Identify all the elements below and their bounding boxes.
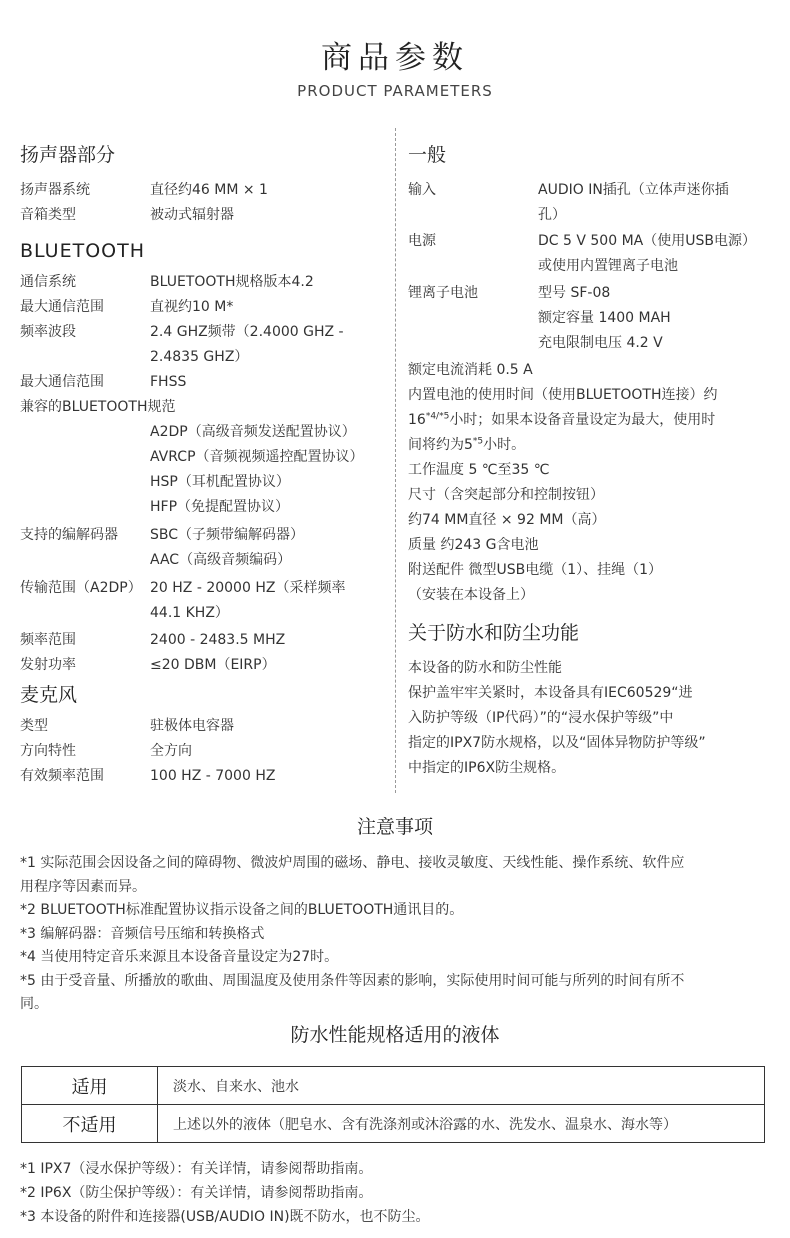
spec-value: 被动式辐射器: [150, 207, 234, 223]
note-line: *5 由于受音量、所播放的歌曲、周围温度及使用条件等因素的影响，实际使用时间可能与所列的时间有所不: [20, 972, 685, 989]
page-title: 商品参数: [321, 40, 469, 76]
spec-row: [20, 320, 390, 370]
spec-value-line: DC 5 V 500 MA（使用USB电源）: [538, 233, 756, 249]
battery-life-text: 小时；如果本设备音量设定为最大，使用时: [449, 412, 716, 428]
spec-row: [20, 270, 390, 295]
spec-row: [20, 370, 390, 395]
spec-value: 全方向: [150, 743, 192, 759]
note-line: *4 当使用特定音乐来源且本设备音量设定为27时。: [20, 949, 339, 965]
accessories-line: （安装在本设备上）: [408, 587, 534, 603]
general-heading: 一般: [408, 144, 447, 166]
spec-key-empty: [20, 420, 150, 520]
spec-key: 发射功率: [20, 657, 76, 673]
spec-value-line: 额定容量 1400 MAH: [538, 310, 671, 326]
footnote-ref: *4/*5: [425, 411, 450, 422]
note-line: *3 编解码器：音频信号压缩和转换格式: [20, 925, 265, 942]
spec-value-line: 型号 SF-08: [538, 285, 611, 301]
spec-key: 支持的编解码器: [20, 527, 118, 543]
spec-value: BLUETOOTH规格版本4.2: [150, 274, 314, 290]
spec-value-line: 44.1 KHZ）: [150, 605, 229, 621]
footnote-line: *2 IP6X（防尘保护等级）：有关详情，请参阅帮助指南。: [20, 1185, 373, 1201]
spec-value: [538, 281, 770, 356]
battery-life-text: 小时。: [483, 437, 526, 453]
size-label: 尺寸（含突起部分和控制按钮）: [408, 487, 604, 503]
mic-heading: 麦克风: [20, 684, 78, 706]
spec-value-line: 孔）: [538, 207, 566, 223]
water-text-line: 中指定的IP6X防尘规格。: [408, 760, 566, 776]
profile-item: HFP（免提配置协议）: [150, 499, 290, 515]
page-header: [0, 38, 790, 100]
footnote-line: *3 本设备的附件和连接器(USB/AUDIO IN)既不防水，也不防尘。: [20, 1209, 430, 1225]
left-column: [20, 140, 390, 789]
spec-value: ≤20 DBM（EIRP）: [150, 657, 276, 673]
spec-row: [20, 178, 390, 203]
spec-key: 方向特性: [20, 743, 76, 759]
spec-value-line: 2.4 GHZ频带（2.4000 GHZ -: [150, 324, 344, 340]
note-line: 用程序等因素而异。: [20, 878, 146, 895]
profile-item: AVRCP（音频视频遥控配置协议）: [150, 449, 364, 465]
spec-value-line: 或使用内置锂离子电池: [538, 258, 678, 274]
battery-life-line: [408, 433, 770, 458]
spec-row: [20, 295, 390, 320]
spec-value: [150, 576, 390, 626]
spec-key: 扬声器系统: [20, 182, 90, 198]
spec-value: [538, 229, 770, 279]
spec-row: [20, 739, 390, 764]
table-row: [22, 1105, 765, 1143]
spec-value: FHSS: [150, 374, 187, 390]
spec-value: [150, 320, 390, 370]
spec-value: 100 HZ - 7000 HZ: [150, 768, 276, 784]
spec-key: 通信系统: [20, 274, 76, 290]
fluids-title: 防水性能规格适用的液体: [290, 1024, 500, 1046]
spec-row: [20, 420, 390, 520]
spec-row: [20, 628, 390, 653]
spec-key: 频率波段: [20, 324, 76, 340]
spec-key: 类型: [20, 718, 48, 734]
spec-key: 锂离子电池: [408, 285, 478, 301]
spec-value: [538, 178, 770, 228]
codec-item: SBC（子频带编解码器）: [150, 527, 305, 543]
footnote-ref: *5: [472, 436, 484, 447]
spec-key: 最大通信范围: [20, 374, 104, 390]
water-text-line: 本设备的防水和防尘性能: [408, 660, 562, 676]
not-applicable-label: 不适用: [22, 1105, 158, 1143]
spec-row: [408, 229, 770, 279]
water-heading: 关于防水和防尘功能: [408, 622, 580, 644]
current-consumption: 额定电流消耗 0.5 A: [408, 362, 533, 378]
spec-value: 直径约46 MM × 1: [150, 182, 268, 198]
spec-value: [150, 420, 390, 520]
size-value: 约74 MM直径 × 92 MM（高）: [408, 512, 606, 528]
note-line: *2 BLUETOOTH标准配置协议指示设备之间的BLUETOOTH通讯目的。: [20, 902, 464, 918]
page-subtitle: PRODUCT PARAMETERS: [297, 82, 493, 100]
profile-item: HSP（耳机配置协议）: [150, 474, 290, 490]
spec-key: 电源: [408, 233, 436, 249]
spec-key: 有效频率范围: [20, 768, 104, 784]
table-row: [22, 1067, 765, 1105]
not-applicable-value: 上述以外的液体（肥皂水、含有洗涤剂或沐浴露的水、洗发水、温泉水、海水等）: [158, 1105, 765, 1143]
spec-key: 最大通信范围: [20, 299, 104, 315]
fluids-table: [21, 1066, 765, 1143]
right-column: [408, 140, 770, 781]
spec-key: 兼容的BLUETOOTH规范: [20, 399, 176, 415]
footnote-line: *1 IPX7（浸水保护等级）：有关详情，请参阅帮助指南。: [20, 1161, 373, 1177]
spec-value: 驻极体电容器: [150, 718, 234, 734]
notes-heading: 注意事项: [356, 816, 433, 838]
spec-row: [408, 178, 770, 228]
water-text-line: 指定的IPX7防水规格，以及“固体异物防护等级”: [408, 735, 706, 751]
spec-value-line: 充电限制电压 4.2 V: [538, 335, 663, 351]
speaker-heading: 扬声器部分: [20, 144, 116, 166]
spec-value: 2400 - 2483.5 MHZ: [150, 632, 286, 648]
column-divider: [395, 128, 396, 793]
footnotes: [20, 1157, 770, 1229]
spec-row: [408, 281, 770, 356]
spec-key: 音箱类型: [20, 207, 76, 223]
applicable-label: 适用: [22, 1067, 158, 1105]
spec-key: 传输范围（A2DP）: [20, 580, 142, 596]
profile-item: A2DP（高级音频发送配置协议）: [150, 424, 356, 440]
spec-key: 频率范围: [20, 632, 76, 648]
bluetooth-heading: BLUETOOTH: [20, 240, 145, 262]
spec-value-line: 2.4835 GHZ）: [150, 349, 249, 365]
spec-value-line: AUDIO IN插孔（立体声迷你插: [538, 182, 729, 198]
hours-value: 16: [408, 412, 426, 428]
mass-value: 质量 约243 G含电池: [408, 537, 539, 553]
spec-row: [20, 653, 390, 678]
water-text-line: 保护盖牢牢关紧时，本设备具有IEC60529“进: [408, 685, 693, 701]
note-line: *1 实际范围会因设备之间的障碍物、微波炉周围的磁场、静电、接收灵敏度、天线性能、操作系统、软件应: [20, 855, 685, 871]
spec-row: [20, 576, 390, 626]
operating-temperature: 工作温度 5 ℃至35 ℃: [408, 462, 550, 478]
codec-item: AAC（高级音频编码）: [150, 552, 292, 568]
battery-life-text: 间将约为5: [408, 437, 473, 453]
spec-row: [20, 714, 390, 739]
spec-value: 直视约10 M*: [150, 299, 234, 315]
spec-row: [20, 203, 390, 228]
water-text-line: 入防护等级（IP代码）”的“浸水保护等级”中: [408, 710, 674, 726]
battery-life-line: [408, 408, 770, 433]
spec-row: [20, 523, 390, 573]
spec-row: [20, 764, 390, 789]
accessories-line: 附送配件 微型USB电缆（1）、挂绳（1）: [408, 562, 663, 578]
note-line: 同。: [20, 996, 48, 1012]
spec-value: [150, 523, 390, 573]
battery-life-line: 内置电池的使用时间（使用BLUETOOTH连接）约: [408, 387, 718, 403]
applicable-value: 淡水、自来水、池水: [158, 1067, 765, 1105]
spec-value-line: 20 HZ - 20000 HZ（采样频率: [150, 580, 346, 596]
spec-key: 输入: [408, 182, 436, 198]
notes-section: [20, 812, 770, 1017]
